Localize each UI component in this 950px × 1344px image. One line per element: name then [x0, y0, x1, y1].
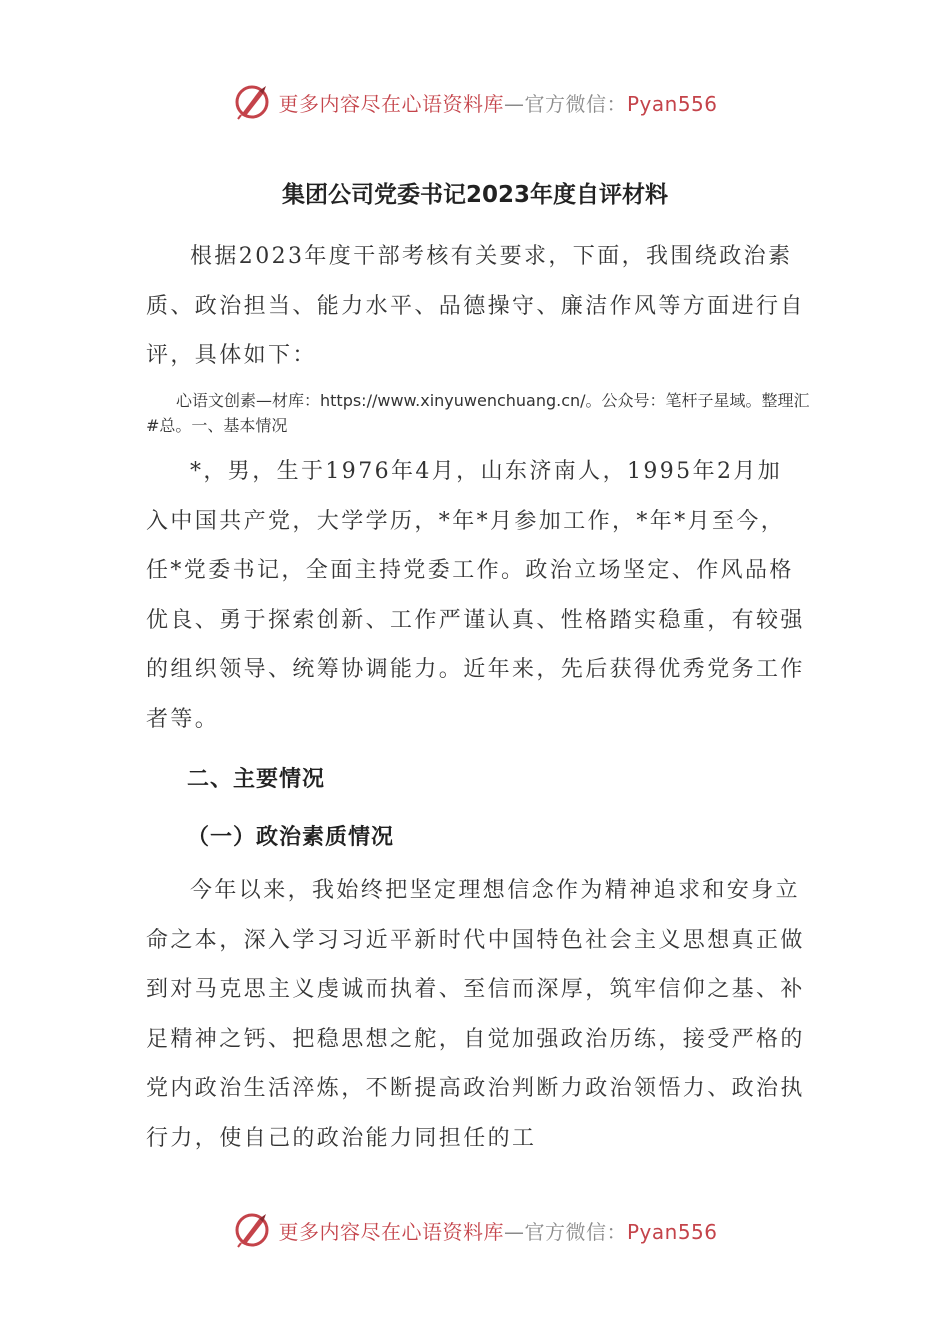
document-title: 集团公司党委书记2023年度自评材料: [281, 182, 668, 208]
intro-paragraph: 根据2023年度干部考核有关要求，下面，我围绕政治素质、政治担当、能力水平、品德操守、廉洁作风等方面进行自评，具体如下：: [146, 244, 805, 368]
quill-pen-icon: [232, 1210, 272, 1250]
watermark-banner-top: [0, 80, 950, 124]
section-heading-sub: （一）政治素质情况: [187, 825, 395, 850]
watermark-id: Pyan556: [626, 1219, 718, 1244]
watermark-text: 更多内容尽在心语资料库: [278, 91, 504, 116]
watermark-label: 官方微信：: [524, 1219, 627, 1244]
quill-pen-icon: [232, 82, 272, 122]
section-heading-main: 二、主要情况: [187, 767, 326, 792]
source-note: 心语文创素—材库：https://www.xinyuwenchuang.cn/。公众号：笔杆子星域。整理汇#总。一、基本情况: [146, 391, 810, 435]
watermark-text: 更多内容尽在心语资料库: [278, 1219, 504, 1244]
political-paragraph: 今年以来，我始终把坚定理想信念作为精神追求和安身立命之本，深入学习习近平新时代中国特色社会主义思想真正做到对马克思主义虔诚而执着、至信而深厚，筑牢信仰之基、补足精神之钙、把稳思想之舵，自觉加强政治历练，接受严格的党内政治生活淬炼，不断提高政治判断力政治领悟力、政治执行力，使自己的政治能力同担任的工: [146, 878, 805, 1151]
basic-info-paragraph: *，男，生于1976年4月，山东济南人，1995年2月加入中国共产党，大学学历，*年*月参加工作，*年*月至今，任*党委书记，全面主持党委工作。政治立场坚定、作风品格优良、勇于探索创新、工作严谨认真、性格踏实稳重，有较强的组织领导、统筹协调能力。近年来，先后获得优秀党务工作者等。: [146, 459, 805, 732]
watermark-id: Pyan556: [626, 91, 718, 116]
watermark-separator: —: [503, 91, 525, 116]
intro-block: [146, 232, 806, 381]
basic-info-block: [146, 447, 806, 744]
political-block: [146, 866, 806, 1163]
watermark-separator: —: [503, 1219, 525, 1244]
watermark-label: 官方微信：: [524, 91, 627, 116]
watermark-banner-bottom: [0, 1208, 950, 1252]
